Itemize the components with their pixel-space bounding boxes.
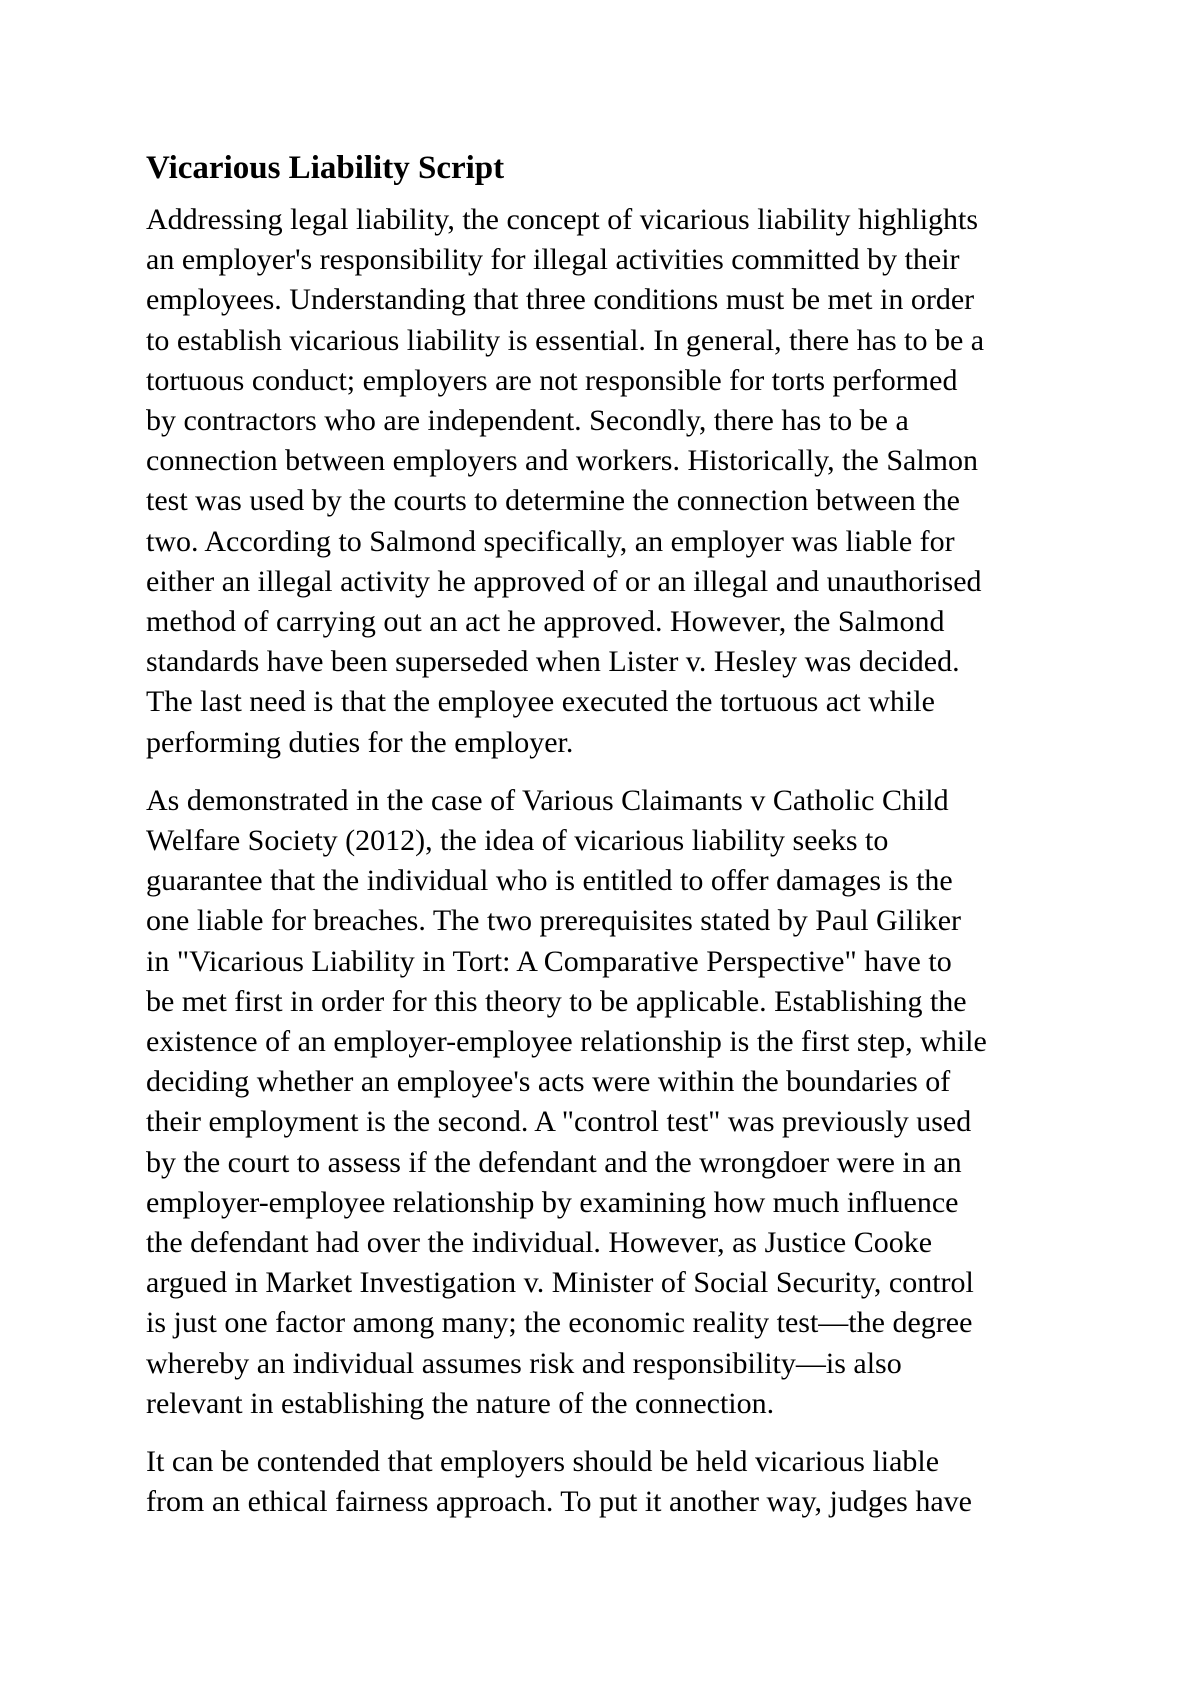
paragraph-line: from an ethical fairness approach. To put it another way, judges have [146,1485,972,1519]
paragraph-line: either an illegal activity he approved of or an illegal and unauthorised [146,564,982,598]
paragraph-line: in "Vicarious Liability in Tort: A Comparative Perspective" have to [146,944,952,978]
paragraph-line: method of carrying out an act he approved. However, the Salmond [146,605,945,639]
paragraph-line: tortuous conduct; employers are not responsible for torts performed [146,363,958,397]
paragraph-line: their employment is the second. A "control test" was previously used [146,1105,972,1139]
paragraph-line: argued in Market Investigation v. Minister of Social Security, control [146,1266,974,1300]
paragraph-line: is just one factor among many; the economic reality test—the degree [146,1306,973,1340]
paragraph-line: be met first in order for this theory to be applicable. Establishing the [146,984,967,1018]
paragraph-line: Welfare Society (2012), the idea of vicarious liability seeks to [146,824,889,858]
paragraph-line: relevant in establishing the nature of the connection. [146,1386,775,1420]
paragraph-1 [146,200,1066,763]
paragraph-line: to establish vicarious liability is essential. In general, there has to be a [146,323,985,357]
paragraph-line: the defendant had over the individual. However, as Justice Cooke [146,1226,933,1260]
paragraph-line: performing duties for the employer. [146,725,574,759]
paragraph-line: an employer's responsibility for illegal activities committed by their [146,243,960,277]
paragraph-line: As demonstrated in the case of Various Claimants v Catholic Child [146,783,949,817]
paragraph-line: by the court to assess if the defendant and the wrongdoer were in an [146,1145,962,1179]
paragraph-line: standards have been superseded when Lister v. Hesley was decided. [146,645,960,679]
document-title: Vicarious Liability Script [146,150,505,186]
paragraph-line: connection between employers and workers. Historically, the Salmon [146,444,978,478]
paragraph-line: one liable for breaches. The two prerequisites stated by Paul Giliker [146,904,962,938]
paragraph-line: two. According to Salmond specifically, an employer was liable for [146,524,955,558]
paragraph-line: whereby an individual assumes risk and responsibility—is also [146,1346,902,1380]
paragraph-3 [146,1442,1066,1522]
paragraph-line: It can be contended that employers should be held vicarious liable [146,1445,940,1479]
paragraph-line: guarantee that the individual who is entitled to offer damages is the [146,864,953,898]
paragraph-line: The last need is that the employee executed the tortuous act while [146,685,935,719]
paragraph-line: existence of an employer-employee relationship is the first step, while [146,1025,987,1059]
paragraph-2 [146,781,1066,1424]
paragraph-line: employer-employee relationship by examining how much influence [146,1185,959,1219]
paragraph-line: test was used by the courts to determine the connection between the [146,484,960,518]
document-body [146,146,1066,1541]
paragraph-line: deciding whether an employee's acts were within the boundaries of [146,1065,951,1099]
paragraph-line: Addressing legal liability, the concept of vicarious liability highlights [146,203,979,236]
paragraph-line: by contractors who are independent. Secondly, there has to be a [146,404,909,438]
paragraph-line: employees. Understanding that three conditions must be met in order [146,283,975,317]
